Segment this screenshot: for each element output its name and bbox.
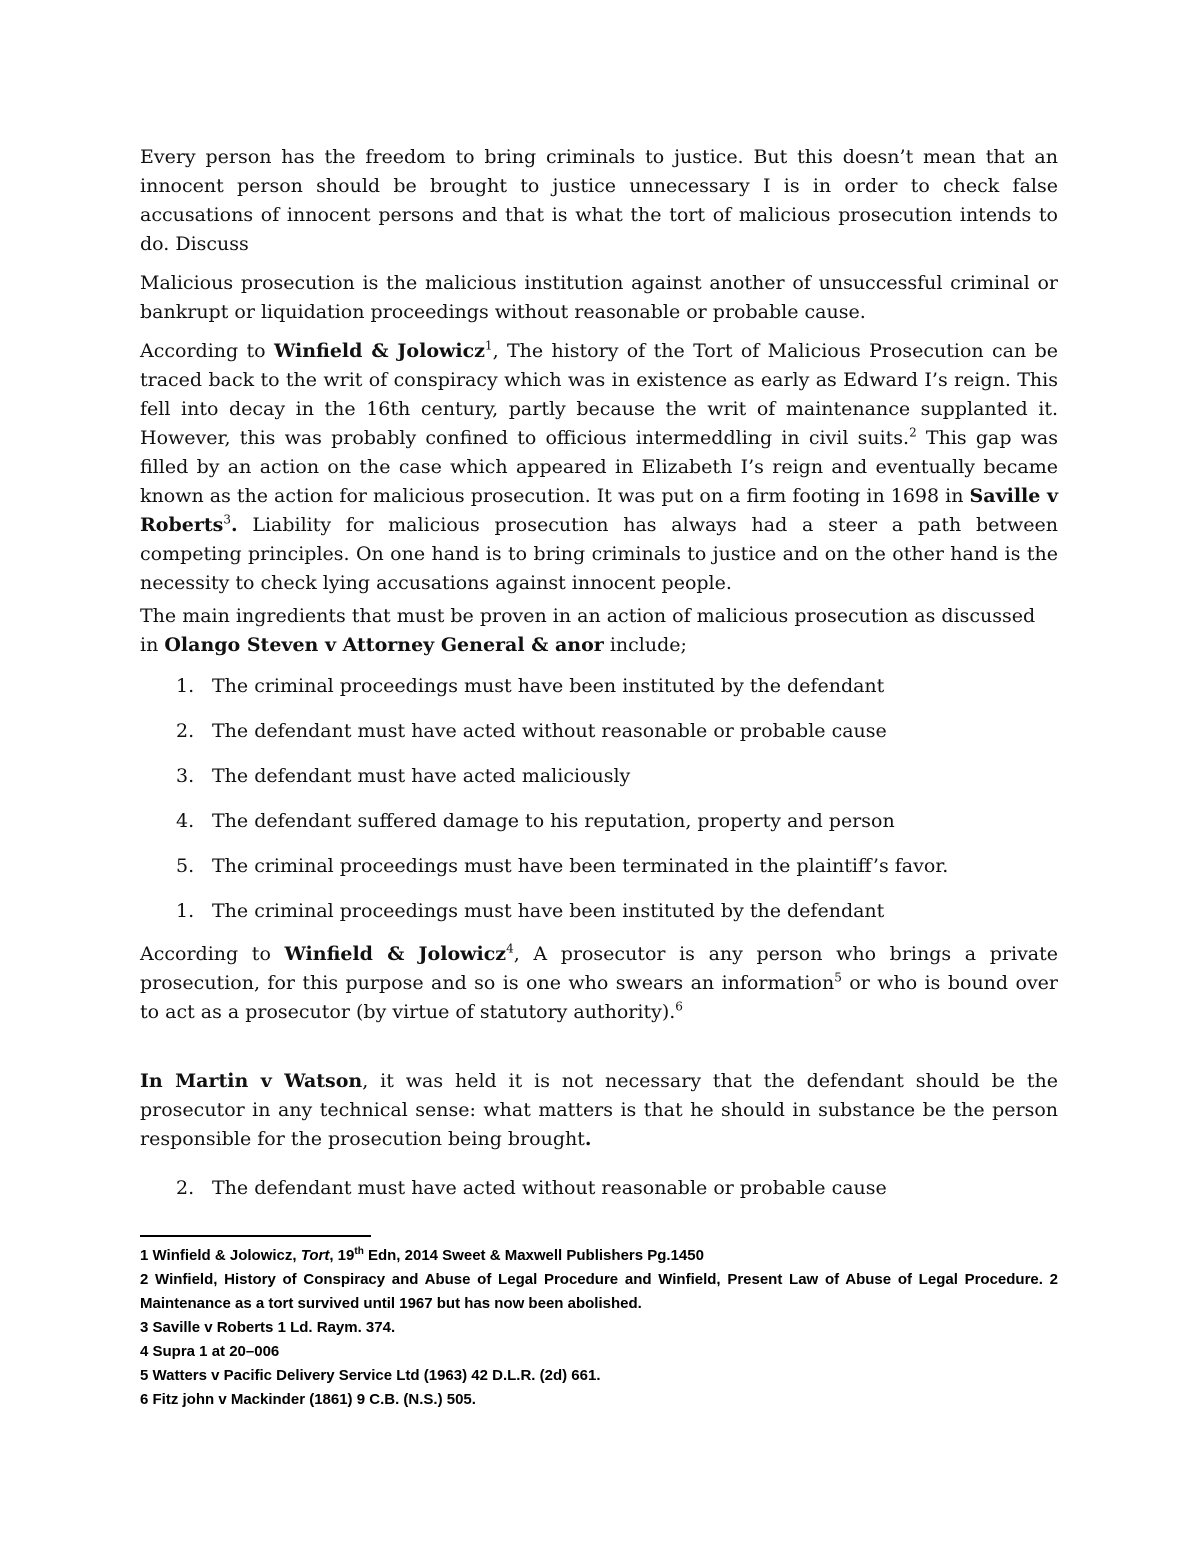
footnote-6: 6 Fitz john v Mackinder (1861) 9 C.B. (N.S.) 505. <box>140 1391 476 1408</box>
list-item: 2. The defendant must have acted without reasonable or probable cause <box>176 1177 887 1199</box>
list-item: 3. The defendant must have acted maliciously <box>176 765 631 787</box>
case-citation: Saville v Roberts <box>140 485 1059 536</box>
footnote-ref: 1 <box>484 338 493 353</box>
footnote-ref: 2 <box>909 425 917 440</box>
question-paragraph: Every person has the freedom to bring criminals to justice. But this doesn’t mean that an innocent person should be brought to justice unnecessary I is in order to check false accusations of innocent persons and that is what the tort of malicious prosecution intends to do. Discuss <box>140 146 1058 255</box>
case-citation: In Martin v Watson <box>140 1070 363 1092</box>
authority-citation: Winfield & Jolowicz <box>273 340 485 362</box>
footnote-2: 2 Winfield, History of Conspiracy and Abuse of Legal Procedure and Winfield, Present Law of Abuse of Legal Procedure. 2 Maintenance as a tort survived until 1967 but has now been abolished. <box>140 1271 1058 1312</box>
footnote-ref: 3 <box>223 512 231 527</box>
list-item: 1. The criminal proceedings must have been instituted by the defendant <box>176 675 885 697</box>
ingredients-list <box>140 672 1058 942</box>
footnote-ref: 6 <box>675 999 683 1014</box>
footnote-5: 5 Watters v Pacific Delivery Service Ltd (1963) 42 D.L.R. (2d) 661. <box>140 1367 601 1384</box>
martin-paragraph: In Martin v Watson, it was held it is not necessary that the defendant should be the prosecutor in any technical sense: what matters is that he should in substance be the person responsible for the prosecution being brought. <box>140 1070 1058 1150</box>
prosecutor-paragraph: According to Winfield & Jolowicz$^4$, A prosecutor is any person who brings a private prosecution, for this purpose and so is one who swears an information$^5$ or who is bound over to act as a prosecutor (by virtue of statutory authority).$^6$ <box>140 941 1059 1023</box>
footnote-4: 4 Supra 1 at 20–006 <box>140 1343 280 1360</box>
definition-paragraph: Malicious prosecution is the malicious institution against another of unsuccessful criminal or bankrupt or liquidation proceedings without reasonable or probable cause. <box>140 272 1058 323</box>
case-citation: Olango Steven v Attorney General & anor <box>164 634 604 656</box>
footnotes <box>140 1244 1058 1412</box>
footnote-separator <box>140 1235 371 1237</box>
body-text <box>140 143 1058 1203</box>
footnote-1: 1 Winfield & Jolowicz, Tort, 19th Edn, 2014 Sweet & Maxwell Publishers Pg.1450 <box>140 1246 704 1264</box>
list-item: 4. The defendant suffered damage to his reputation, property and person <box>176 810 895 832</box>
footnote-ref: 5 <box>834 970 842 985</box>
ingredients-paragraph: The main ingredients that must be proven in an action of malicious prosecution as discussed in Olango Steven v Attorney General & anor include; <box>140 605 1036 656</box>
history-paragraph: According to Winfield & Jolowicz$^1$, The history of the Tort of Malicious Prosecution can be traced back to the writ of conspiracy which was in existence as early as Edward I’s reign. This fell into decay in the 16th century, partly because the writ of maintenance supplanted it. However, this was probably confined to officious intermeddling in civil suits.$^2$ This gap was filled by an action on the case which appeared in Elizabeth I’s reign and eventually became known as the action for malicious prosecution. It was put on a firm footing in 1698 in Saville v Roberts$^3$. Liability for malicious prosecution has always had a steer a path between competing principles. On one hand is to bring criminals to justice and on the other hand is the necessity to check lying accusations against innocent people. <box>140 338 1059 594</box>
list-item: 1. The criminal proceedings must have been instituted by the defendant <box>176 900 885 922</box>
list-item: 2. The defendant must have acted without reasonable or probable cause <box>176 720 887 742</box>
list-item: 5. The criminal proceedings must have been terminated in the plaintiff’s favor. <box>176 855 949 877</box>
footnote-ref: 4 <box>506 941 514 956</box>
authority-citation: Winfield & Jolowicz <box>284 943 507 965</box>
footnote-3: 3 Saville v Roberts 1 Ld. Raym. 374. <box>140 1319 396 1336</box>
